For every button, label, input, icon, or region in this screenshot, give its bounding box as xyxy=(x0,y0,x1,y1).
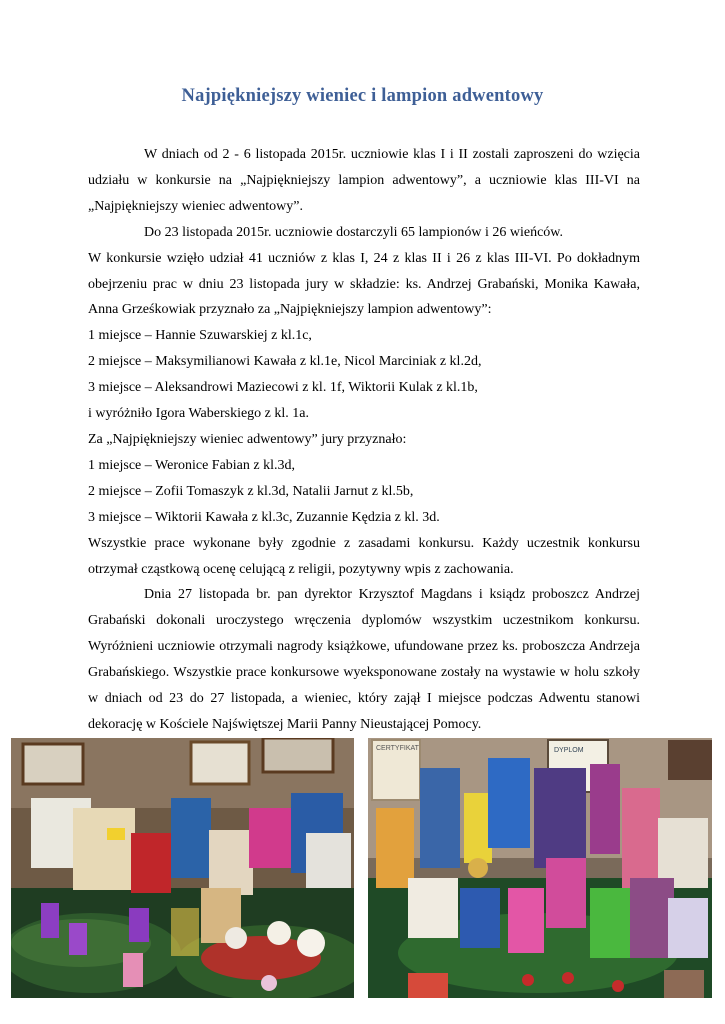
photo-illustration xyxy=(11,738,354,998)
paragraph: Wszystkie prace wykonane były zgodnie z zasadami konkursu. Każdy uczestnik konkursu otrzymał cząstkową ocenę celującą z religii, pozytywny wpis z zachowania. xyxy=(88,535,640,577)
paragraph: 1 miejsce – Hannie Szuwarskiej z kl.1c, xyxy=(88,328,312,344)
article-body xyxy=(88,142,640,738)
photo-wreaths-lanterns xyxy=(11,738,354,998)
paragraph: 2 miejsce – Maksymilianowi Kawała z kl.1e, Nicol Marciniak z kl.2d, xyxy=(88,354,482,370)
paragraph: 1 miejsce – Weronice Fabian z kl.3d, xyxy=(88,457,295,473)
paragraph: 3 miejsce – Aleksandrowi Maziecowi z kl. 1f, Wiktorii Kulak z kl.1b, xyxy=(88,380,478,396)
paragraph: Dnia 27 listopada br. pan dyrektor Krzysztof Magdans i ksiądz proboszcz Andrzej Grabański dokonali uroczystego wręczenia dyplomów wszystkim uczestnikom konkursu. Wyróżnieni uczniowie otrzymali nagrody książkowe, ufundowane przez ks. proboszcza Andrzeja Grabańskiego. Wszystkie prace konkursowe wyeksponowane zostały na wystawie w holu szkoły w dniach od 23 do 27 listopada, a wieniec, który zajął I miejsce podczas Adwentu stanowi dekorację w Kościele Najświętszej Marii Panny Nieustającej Pomocy. xyxy=(88,587,640,732)
paragraph: 2 miejsce – Zofii Tomaszyk z kl.3d, Natalii Jarnut z kl.5b, xyxy=(88,483,414,499)
paragraph: W dniach od 2 - 6 listopada 2015r. uczniowie klas I i II zostali zaproszeni do wzięcia udziału w konkursie na „Najpiękniejszy lampion adwentowy”, a uczniowie klas III-VI na „Najpiękniejszy wieniec adwentowy”. xyxy=(88,147,640,214)
photo-illustration xyxy=(368,738,712,998)
paragraph: Za „Najpiękniejszy wieniec adwentowy” jury przyznało: xyxy=(88,431,407,447)
paragraph: Do 23 listopada 2015r. uczniowie dostarczyli 65 lampionów i 26 wieńców. xyxy=(144,224,564,240)
page-title: Najpiękniejszy wieniec i lampion adwentowy xyxy=(181,86,544,106)
diploma-label: DYPLOM xyxy=(554,747,584,754)
photo-lanterns-exhibition xyxy=(368,738,712,998)
paragraph: W konkursie wzięło udział 41 uczniów z klas I, 24 z klas II i 26 z klas III-VI. Po dokładnym obejrzeniu prac w dniu 23 listopada jury w składzie: ks. Andrzej Grabański, Monika Kawała, Anna Grześkowiak przyznało za „Najpiękniejszy lampion adwentowy”: xyxy=(88,250,640,318)
paragraph: 3 miejsce – Wiktorii Kawała z kl.3c, Zuzannie Kędzia z kl. 3d. xyxy=(88,509,440,525)
certificate-label: CERTYFIKAT xyxy=(376,745,419,752)
paragraph: i wyróżniło Igora Waberskiego z kl. 1a. xyxy=(88,406,309,422)
